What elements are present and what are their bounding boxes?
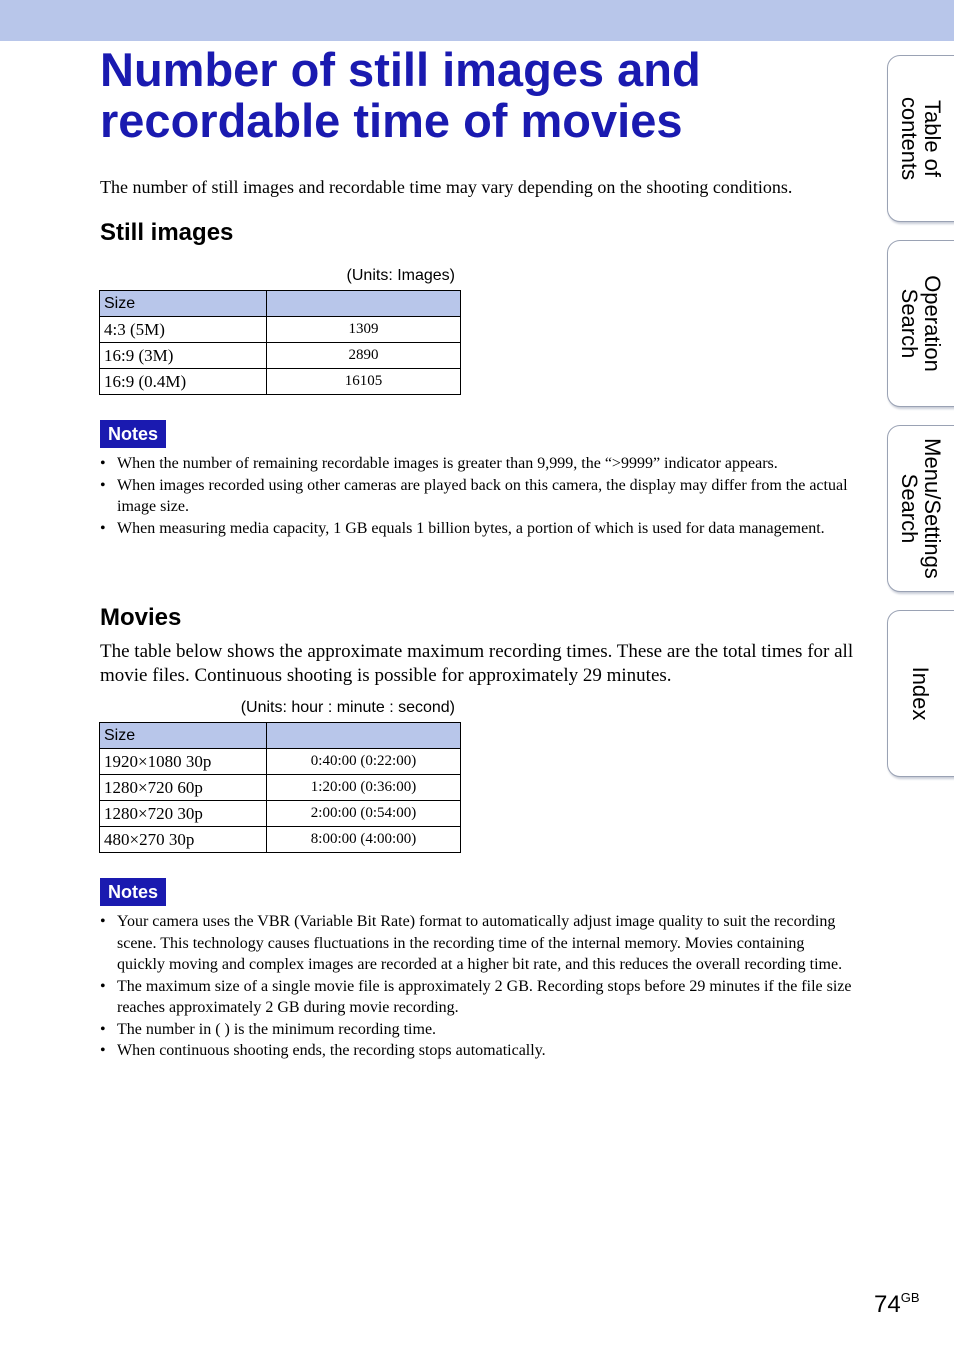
tab-table-of-contents[interactable] <box>887 55 954 222</box>
movies-notes-list <box>100 911 855 1062</box>
table-header-row <box>100 291 461 317</box>
time-cell: 0:40:00 (0:22:00) <box>267 749 461 775</box>
tab-label: Search <box>897 288 922 359</box>
movies-notes-badge: Notes <box>100 878 166 906</box>
time-cell: 1:20:00 (0:36:00) <box>267 775 461 801</box>
tab-label: Menu/Settings <box>920 438 945 579</box>
time-cell: 8:00:00 (4:00:00) <box>267 827 461 853</box>
still-images-heading: Still images <box>100 219 234 246</box>
still-units-label: (Units: Images) <box>346 267 455 284</box>
table-header-row <box>100 723 461 749</box>
size-cell: 1920×1080 30p <box>100 749 267 775</box>
still-images-table <box>99 290 461 395</box>
time-cell: 2:00:00 (0:54:00) <box>267 801 461 827</box>
list-item: • When the number of remaining recordable images is greater than 9,999, the “>9999” indicator appears. <box>100 453 855 475</box>
tab-index[interactable] <box>887 610 954 777</box>
size-cell: 1280×720 30p <box>100 801 267 827</box>
still-notes-badge: Notes <box>100 420 166 448</box>
table-row <box>100 749 461 775</box>
tab-menu-settings-search[interactable] <box>887 425 954 592</box>
page-title: Number of still images and recordable time of movies <box>100 43 701 147</box>
tab-label: contents <box>897 96 922 181</box>
movies-heading: Movies <box>100 604 182 631</box>
tab-label: Search <box>897 473 922 544</box>
list-item: • The maximum size of a single movie file is approximately 2 GB. Recording stops before 29 minutes if the file size reaches approximately 2 GB during movie recording. <box>100 976 855 1019</box>
count-cell: 1309 <box>267 317 461 343</box>
size-cell: 1280×720 60p <box>100 775 267 801</box>
top-bar <box>0 0 954 41</box>
size-column-header: Size <box>100 291 267 317</box>
tab-label: Table of <box>920 99 945 178</box>
movies-table <box>99 722 461 853</box>
count-cell: 2890 <box>267 343 461 369</box>
list-item: • When continuous shooting ends, the recording stops automatically. <box>100 1040 855 1062</box>
tab-label: Index <box>908 666 934 721</box>
tab-label: Operation <box>920 275 945 372</box>
list-item: • Your camera uses the VBR (Variable Bit Rate) format to automatically adjust image quality to suit the recording scene. This technology causes fluctuations in the recording time of the internal memory. Movies containing quickly moving and complex images are recorded at a higher bit rate, and this reduces the overall recording time. <box>100 911 855 976</box>
list-item: • When measuring media capacity, 1 GB equals 1 billion bytes, a portion of which is used for data management. <box>100 518 855 540</box>
table-row <box>100 775 461 801</box>
size-cell: 480×270 30p <box>100 827 267 853</box>
movies-units-label: (Units: hour : minute : second) <box>240 699 455 716</box>
value-column-header <box>267 291 461 317</box>
size-cell: 4:3 (5M) <box>100 317 267 343</box>
table-row <box>100 801 461 827</box>
table-row <box>100 317 461 343</box>
size-column-header: Size <box>100 723 267 749</box>
tab-operation-search[interactable] <box>887 240 954 407</box>
intro-text: The number of still images and recordable time may vary depending on the shooting conditions. <box>100 177 793 197</box>
page-number-value: 74 <box>874 1291 901 1318</box>
page-number <box>874 1290 920 1319</box>
table-row <box>100 343 461 369</box>
size-cell: 16:9 (0.4M) <box>100 369 267 395</box>
movies-description: The table below shows the approximate maximum recording times. These are the total times for all movie files. Continuous shooting is possible for approximately 29 minutes. <box>100 641 854 686</box>
page-number-suffix: GB <box>900 1290 920 1305</box>
table-row <box>100 827 461 853</box>
count-cell: 16105 <box>267 369 461 395</box>
value-column-header <box>267 723 461 749</box>
list-item: • The number in ( ) is the minimum recording time. <box>100 1019 855 1041</box>
still-notes-list <box>100 453 855 539</box>
size-cell: 16:9 (3M) <box>100 343 267 369</box>
table-row <box>100 369 461 395</box>
list-item: • When images recorded using other cameras are played back on this camera, the display may differ from the actual image size. <box>100 475 855 518</box>
